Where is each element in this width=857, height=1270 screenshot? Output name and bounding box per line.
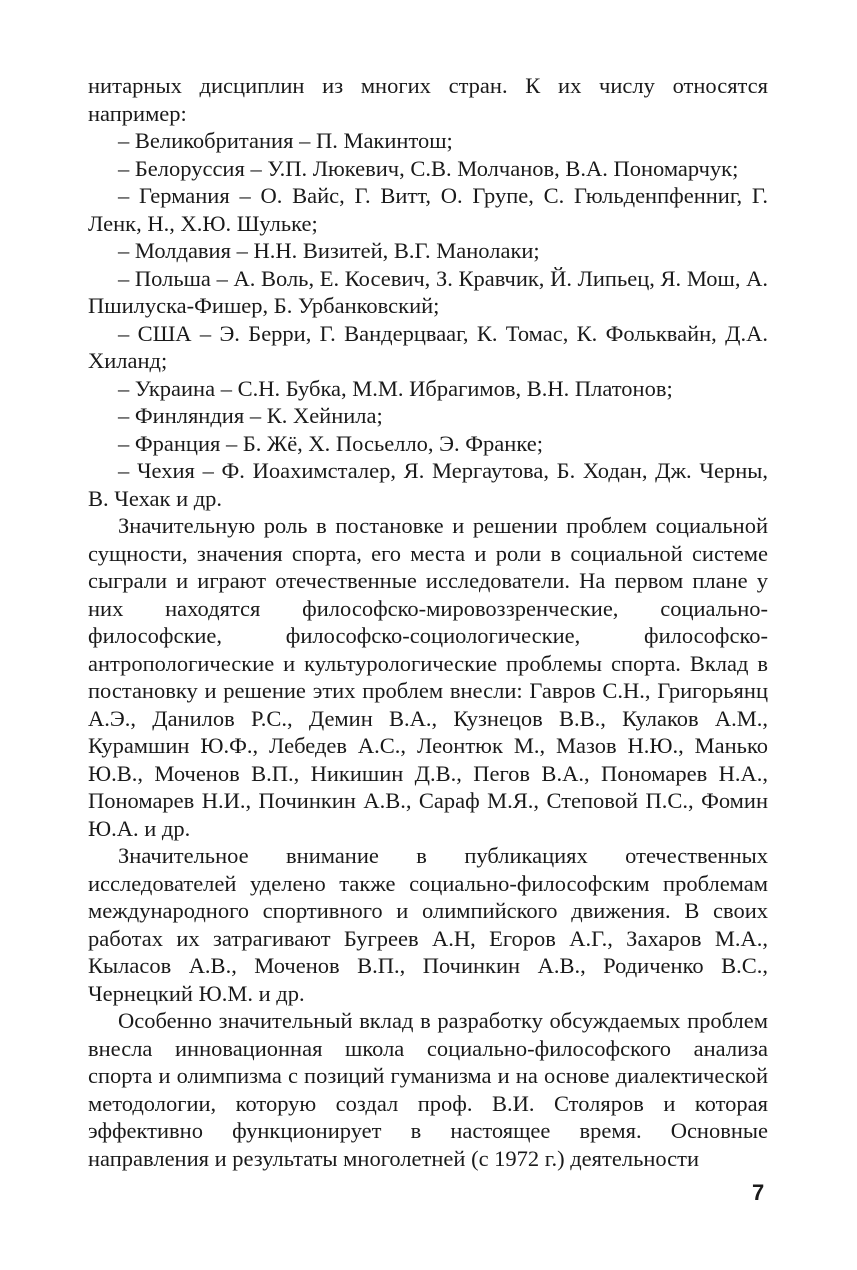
country-item-moldova: – Молдавия – Н.Н. Визитей, В.Г. Манолаки; (118, 238, 540, 263)
country-item-germany: – Германия – О. Вайс, Г. Витт, О. Групе, С. Гюльденпфенниг, Г. Ленк, Н., Х.Ю. Шульке; (88, 183, 768, 236)
country-item-belarus: – Белоруссия – У.П. Люкевич, С.В. Молчанов, В.А. Пономарчук; (118, 155, 739, 181)
page-number: 7 (752, 1180, 765, 1205)
country-item-france: – Франция – Б. Жё, Х. Посьелло, Э. Франке; (118, 430, 543, 456)
country-item-ukraine: – Украина – С.Н. Бубка, М.М. Ибрагимов, В.Н. Платонов; (118, 375, 673, 401)
country-item-uk: – Великобритания – П. Макинтош; (118, 128, 453, 153)
page-body (88, 72, 768, 1172)
country-item-finland: – Финляндия – К. Хейнила; (118, 403, 383, 428)
intro-paragraph: нитарных дисциплин из многих стран. К их числу относятся например: (88, 73, 768, 126)
body-paragraph: Значительное внимание в публикациях отечественных исследователей уделено также социально-философским проблемам международного спортивного и олимпийского движения. В своих работах их затрагивают Бугреев А.Н, Егоров А.Г., Захаров М.А., Кыласов А.В., Моченов В.П., Починкин А.В., Родиченко В.С., Чернецкий Ю.М. и др. (88, 843, 768, 1006)
body-paragraph: Особенно значительный вклад в разработку обсуждаемых проблем внесла инновационная школа социально-философского анализа спорта и олимпизма с позиций гуманизма и на основе диалектической методологии, которую создал проф. В.И. Столяров и которая эффективно функционирует в настоящее время. Основные направления и результаты многолетней (с 1972 г.) деятельности (88, 1008, 768, 1171)
country-item-usa: – США – Э. Берри, Г. Вандерцвааг, К. Томас, К. Фольквайн, Д.А. Хиланд; (88, 320, 768, 373)
country-item-czechia: – Чехия – Ф. Иоахимсталер, Я. Мергаутова, Б. Ходан, Дж. Черны, В. Чехак и др. (88, 458, 768, 511)
country-item-poland: – Польша – А. Воль, Е. Косевич, З. Кравчик, Й. Липьец, Я. Мош, А. Пшилуска-Фишер, Б. Урбанковский; (88, 265, 768, 318)
body-paragraph: Значительную роль в постановке и решении проблем социальной сущности, значения спорта, его места и роли в социальной системе сыграли и играют отечественные исследователи. На первом плане у них находятся философско-мировоззренческие, социально-философские, философско-социологические, философско-антропологические и культурологические проблемы спорта. Вклад в постановку и решение этих проблем внесли: Гавров С.Н., Григорьянц А.Э., Данилов Р.С., Демин В.А., Кузнецов В.В., Кулаков А.М., Курамшин Ю.Ф., Лебедев А.С., Леонтюк М., Мазов Н.Ю., Манько Ю.В., Моченов В.П., Никишин Д.В., Пегов В.А., Пономарев Н.А., Пономарев Н.И., Починкин А.В., Сараф М.Я., Степовой П.С., Фомин Ю.А. и др. (88, 513, 768, 841)
